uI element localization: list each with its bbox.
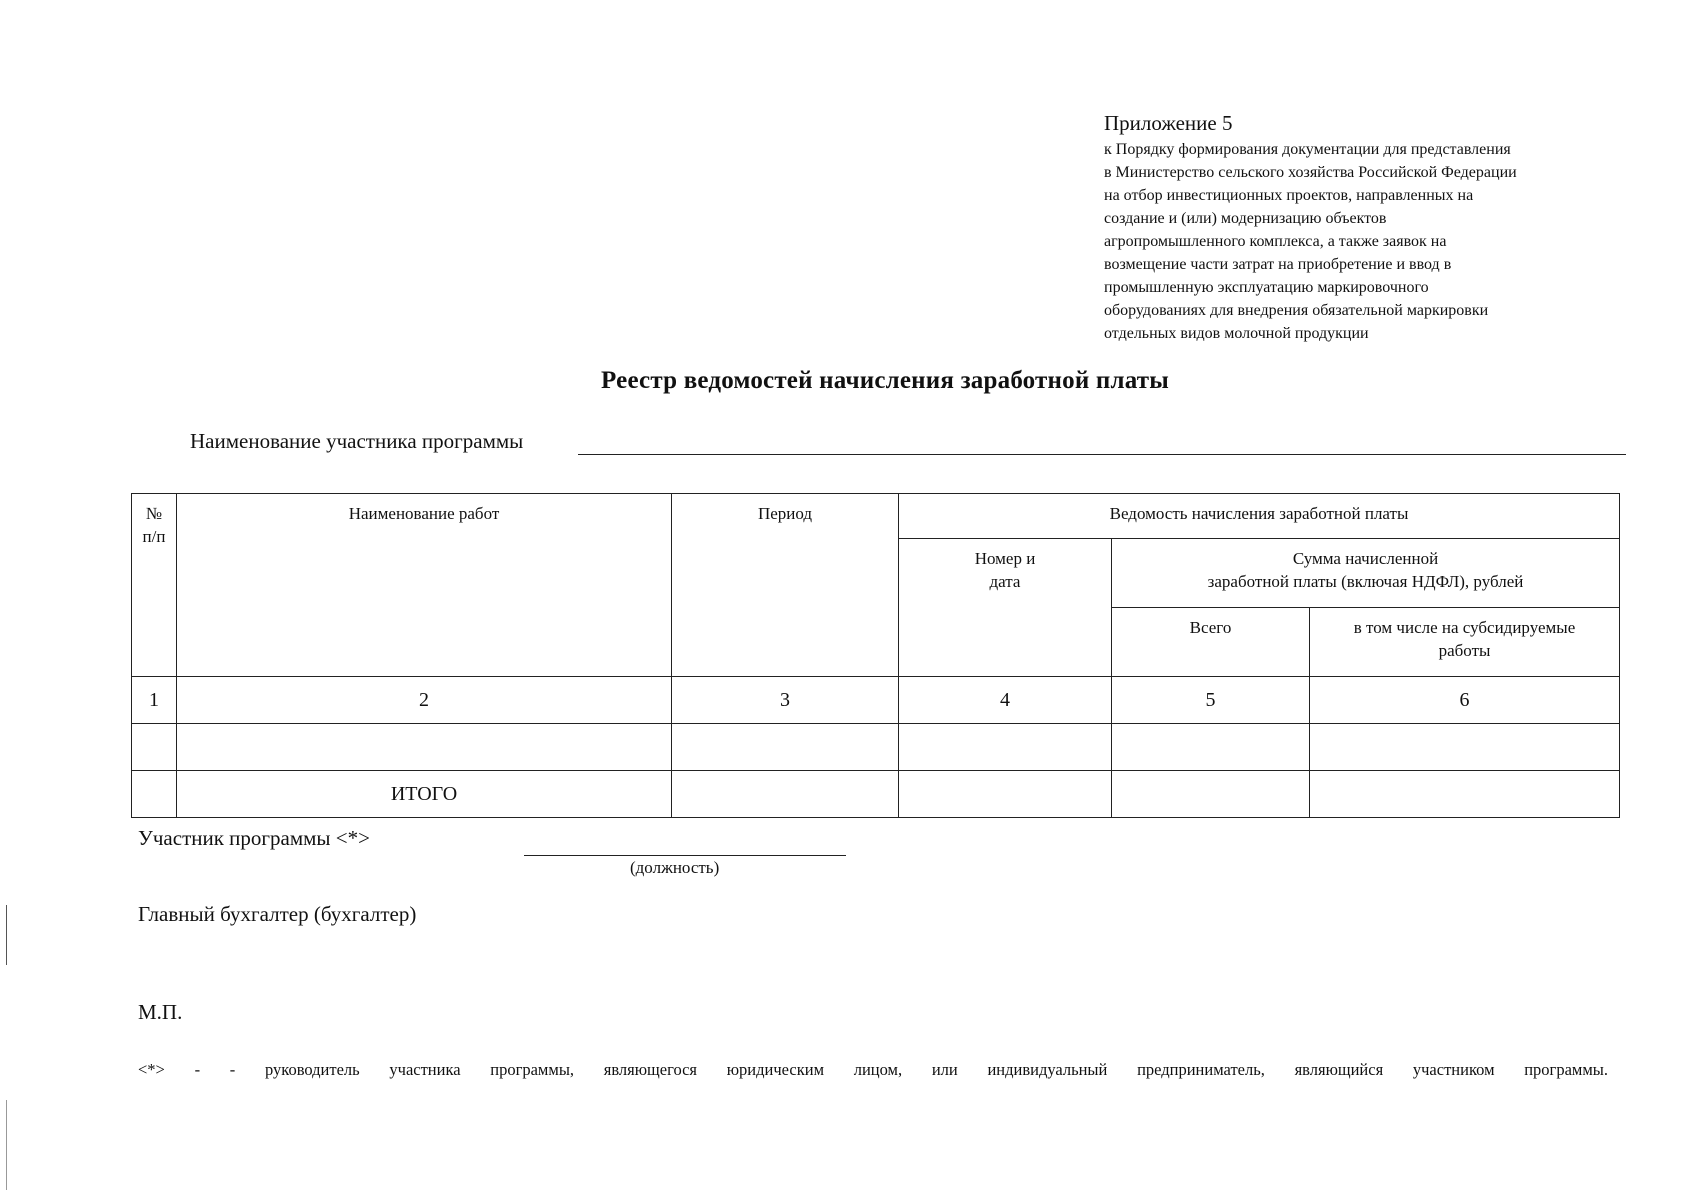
document-title <box>0 367 1701 395</box>
column-number: 1 <box>132 677 177 724</box>
table-cell[interactable] <box>899 771 1112 818</box>
header-subsidized: в том числе на субсидируемые работы <box>1310 608 1620 677</box>
document-title-text: Реестр ведомостей начисления заработной платы <box>601 367 1169 394</box>
column-number: 2 <box>177 677 672 724</box>
scan-edge-mark <box>6 905 7 965</box>
appendix-block <box>1104 110 1664 345</box>
column-number: 6 <box>1310 677 1620 724</box>
table-cell[interactable] <box>672 771 899 818</box>
table-cell[interactable] <box>672 724 899 771</box>
chief-accountant-label: Главный бухгалтер (бухгалтер) <box>138 902 417 926</box>
total-label: ИТОГО <box>177 771 672 818</box>
table-cell[interactable] <box>132 771 177 818</box>
table-cell[interactable] <box>132 724 177 771</box>
appendix-text: к Порядку формирования документации для представления в Министерство сельского хозяйства Российской Федерации на отбор инвестиционных проектов, направленных на создание и (или) модернизацию объектов агропромышленного комплекса, а также заявок на возмещение части затрат на приобретение и ввод в промышленную эксплуатацию маркировочного оборудованиях для внедрения обязательной маркировки отдельных видов молочной продукции <box>1104 141 1517 342</box>
header-row-number: № п/п <box>132 494 177 677</box>
position-signature-line[interactable] <box>524 855 846 856</box>
table-row <box>132 724 1620 771</box>
column-number: 5 <box>1112 677 1310 724</box>
position-caption: (должность) <box>630 858 720 877</box>
participant-signature-label: Участник программы <*> <box>138 826 370 850</box>
participant-name-field[interactable] <box>578 454 1626 455</box>
scan-edge-mark <box>6 1100 7 1190</box>
column-number: 3 <box>672 677 899 724</box>
participant-name-label: Наименование участника программы <box>190 429 524 453</box>
header-period: Период <box>672 494 899 677</box>
table-cell[interactable] <box>1310 724 1620 771</box>
header-accrued-sum: Сумма начисленной заработной платы (включая НДФЛ), рублей <box>1112 539 1620 608</box>
table-cell[interactable] <box>899 724 1112 771</box>
total-row <box>132 771 1620 818</box>
header-total: Всего <box>1112 608 1310 677</box>
table-cell[interactable] <box>1112 771 1310 818</box>
column-numbers-row <box>132 677 1620 724</box>
table-cell[interactable] <box>1310 771 1620 818</box>
header-salary-statement: Ведомость начисления заработной платы <box>899 494 1620 539</box>
table-cell[interactable] <box>1112 724 1310 771</box>
table-cell[interactable] <box>177 724 672 771</box>
header-number-date: Номер и дата <box>899 539 1112 677</box>
stamp-place-label: М.П. <box>138 1000 183 1024</box>
footnote: <*> - - руководитель участника программы, являющегося юридическим лицом, или индивидуальный предприниматель, являющийся участником программы. <box>138 1060 1608 1079</box>
column-number: 4 <box>899 677 1112 724</box>
header-works-name: Наименование работ <box>177 494 672 677</box>
appendix-title: Приложение 5 <box>1104 111 1233 135</box>
register-table <box>131 493 1620 818</box>
